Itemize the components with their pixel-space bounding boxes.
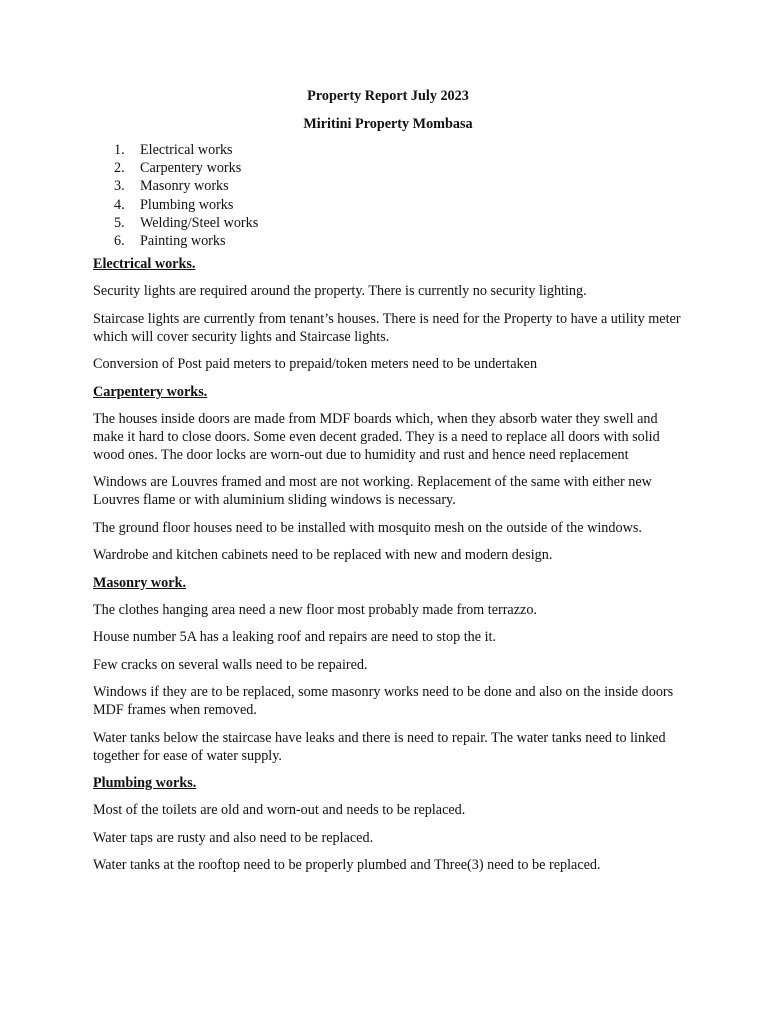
list-item	[93, 214, 683, 232]
paragraph: Windows are Louvres framed and most are not working. Replacement of the same with either new Louvres flame or with aluminium sliding windows is necessary.	[93, 474, 652, 509]
section-heading-carpentery: Carpentery works.	[93, 383, 208, 400]
paragraph: Windows if they are to be replaced, some masonry works need to be done and also on the inside doors MDF frames when removed.	[93, 684, 674, 719]
works-list	[93, 141, 683, 250]
document-title: Property Report July 2023	[307, 88, 469, 104]
section-masonry	[93, 574, 683, 765]
list-item-label: Plumbing works	[140, 196, 234, 213]
document-subtitle: Miritini Property Mombasa	[303, 116, 473, 132]
list-item	[93, 196, 683, 214]
paragraph: Security lights are required around the property. There is currently no security lighting.	[93, 283, 587, 300]
list-item-number: 5.	[114, 214, 125, 231]
paragraph: Water taps are rusty and also need to be replaced.	[93, 829, 374, 846]
list-item-number: 6.	[114, 233, 125, 250]
paragraph: Staircase lights are currently from tenant’s houses. There is need for the Property to have a utility meter which will cover security lights and Staircase lights.	[93, 310, 681, 345]
paragraph: Water tanks at the rooftop need to be properly plumbed and Three(3) need to be replaced.	[93, 857, 601, 874]
section-heading-electrical: Electrical works.	[93, 256, 196, 273]
list-item	[93, 141, 683, 159]
paragraph: House number 5A has a leaking roof and repairs are need to stop the it.	[93, 629, 497, 646]
paragraph: Few cracks on several walls need to be repaired.	[93, 656, 368, 673]
paragraph: Wardrobe and kitchen cabinets need to be replaced with new and modern design.	[93, 547, 553, 564]
section-heading-plumbing: Plumbing works.	[93, 775, 197, 792]
section-plumbing	[93, 774, 683, 874]
list-item	[93, 177, 683, 195]
list-item-number: 2.	[114, 160, 125, 177]
paragraph: The clothes hanging area need a new floor most probably made from terrazzo.	[93, 601, 537, 618]
paragraph: Most of the toilets are old and worn-out and needs to be replaced.	[93, 802, 466, 819]
list-item-label: Carpentery works	[140, 160, 242, 177]
list-item-number: 3.	[114, 178, 125, 195]
section-carpentery	[93, 383, 683, 565]
list-item	[93, 159, 683, 177]
list-item-label: Welding/Steel works	[140, 214, 259, 231]
list-item-number: 4.	[114, 196, 125, 213]
list-item-label: Electrical works	[140, 142, 233, 158]
section-heading-masonry: Masonry work.	[93, 574, 187, 591]
list-item-label: Painting works	[140, 233, 226, 250]
paragraph: Conversion of Post paid meters to prepaid/token meters need to be undertaken	[93, 356, 538, 373]
document-page	[93, 86, 683, 884]
list-item	[93, 232, 683, 250]
paragraph: The ground floor houses need to be installed with mosquito mesh on the outside of the windows.	[93, 519, 642, 536]
paragraph: Water tanks below the staircase have leaks and there is need to repair. The water tanks need to linked together for ease of water supply.	[93, 729, 666, 764]
list-item-label: Masonry works	[140, 178, 229, 195]
list-item-number: 1.	[114, 142, 125, 158]
paragraph: The houses inside doors are made from MDF boards which, when they absorb water they swell and make it hard to close doors. Some even decent graded. They is a need to replace all doors with solid wood ones. The door locks are worn-out due to humidity and rust and hence need replacement	[93, 410, 660, 463]
section-electrical	[93, 255, 683, 373]
